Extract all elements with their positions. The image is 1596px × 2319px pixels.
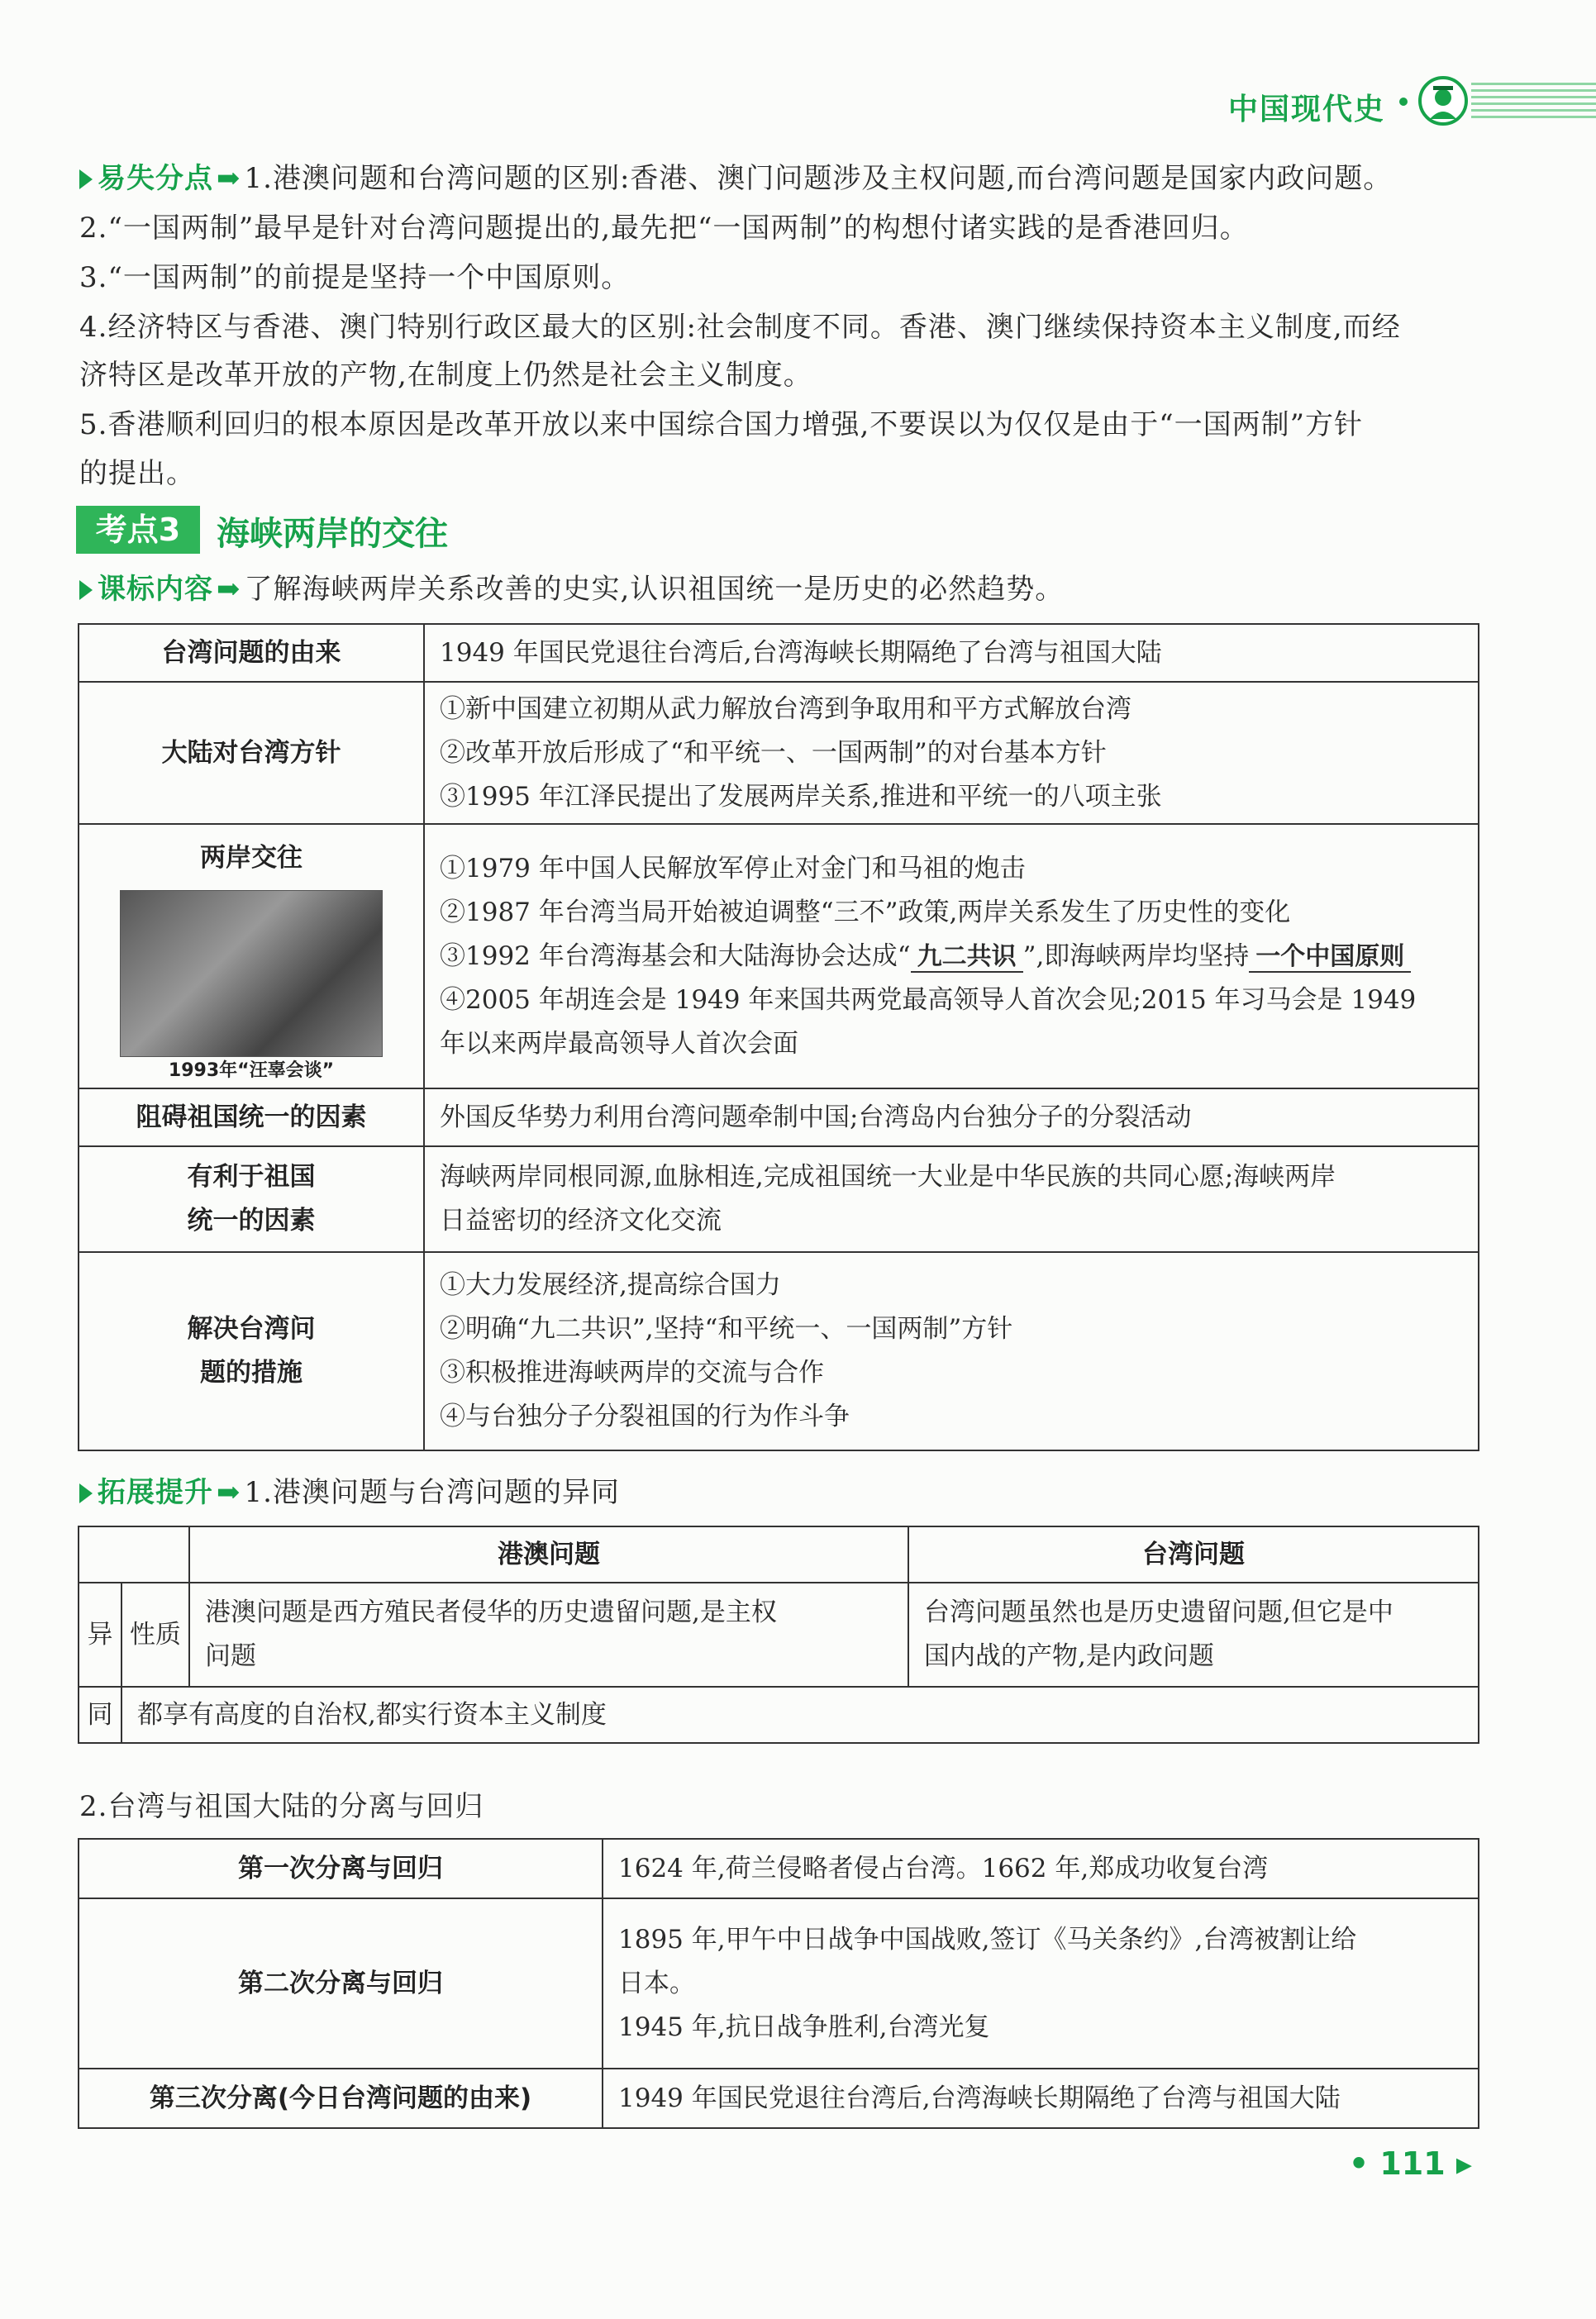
nature-label: 性质: [121, 1583, 189, 1687]
separation-table: [78, 1838, 1479, 2129]
mistakes-label: 易失分点: [98, 162, 213, 195]
table-row: [79, 682, 1479, 824]
table-row: [79, 1088, 1479, 1146]
arrow-icon: ➡: [217, 573, 241, 606]
mistakes-line-4: 4.经济特区与香港、澳门特别行政区最大的区别:社会制度不同。香港、澳门继续保持资本主义制度,而经: [79, 311, 1401, 344]
header-taiwan: 台湾问题: [908, 1526, 1479, 1583]
arrow-icon: ➡: [217, 162, 241, 195]
triangle-icon: [79, 580, 93, 600]
mistakes-line-3: 3.“一国两制”的前提是坚持一个中国原则。: [79, 261, 631, 294]
row-content: 海峡两岸同根同源,血脉相连,完成祖国统一大业是中华民族的共同心愿;海峡两岸 日益密切的经济文化交流: [424, 1146, 1479, 1252]
table-row: [79, 824, 1479, 1088]
row-category: 台湾问题的由来: [79, 624, 424, 682]
table-row: [79, 1839, 1479, 1898]
row-content: 1949 年国民党退往台湾后,台湾海峡长期隔绝了台湾与祖国大陆: [424, 624, 1479, 682]
table-row: [79, 1146, 1479, 1252]
row-content: ①1979 年中国人民解放军停止对金门和马祖的炮击 ②1987 年台湾当局开始被迫调整“三不”政策,两岸关系发生了历史性的变化 ③1992 年台湾海基会和大陆海协会达成“ 九二共识 ”,即海峡两岸均坚持 一个中国原则 ④2005 年胡连会是 1949 年来国共两党最高领导人首次会见;2015 年习马会是 1949 年以来两岸最高领导人首次会面: [424, 824, 1479, 1088]
triangle-icon: [79, 1483, 93, 1503]
curriculum-label: 课标内容: [98, 573, 213, 606]
mistakes-line-2: 2.“一国两制”最早是针对台湾问题提出的,最先把“一国两制”的构想付诸实践的是香港回归。: [79, 212, 1249, 245]
header-stripes: [1471, 83, 1596, 121]
mistakes-line-5: 济特区是改革开放的产物,在制度上仍然是社会主义制度。: [79, 359, 812, 392]
section-title: 中国现代史: [1227, 93, 1385, 126]
page-number: • 111 ▸: [1348, 2145, 1472, 2182]
kaodian-badge: 考点3: [76, 506, 200, 554]
row-content: 1624 年,荷兰侵略者侵占台湾。1662 年,郑成功收复台湾: [603, 1839, 1479, 1898]
table-row: [79, 2069, 1479, 2128]
kaodian-title: 海峡两岸的交往: [217, 515, 448, 553]
curriculum-line: 课标内容 ➡ 了解海峡两岸关系改善的史实,认识祖国统一是历史的必然趋势。: [79, 573, 1064, 606]
mistakes-line-6: 5.香港顺利回归的根本原因是改革开放以来中国综合国力增强,不要误以为仅仅是由于“一国两制”方针: [79, 408, 1364, 441]
same-label: 同: [79, 1687, 121, 1743]
student-avatar-icon: [1418, 76, 1468, 126]
hk-nature: 港澳问题是西方殖民者侵华的历史遗留问题,是主权 问题: [189, 1583, 908, 1687]
answer-blank-2: 一个中国原则: [1249, 942, 1411, 973]
table-row: [79, 1526, 1479, 1583]
item2-title: 2.台湾与祖国大陆的分离与回归: [79, 1790, 484, 1823]
table-row: [79, 1898, 1479, 2069]
extension-label: 拓展提升: [98, 1476, 213, 1509]
diff-label: 异: [79, 1583, 121, 1687]
row-content: ①大力发展经济,提高综合国力 ②明确“九二共识”,坚持“和平统一、一国两制”方针 ③积极推进海峡两岸的交流与合作 ④与台独分子分裂祖国的行为作斗争: [424, 1252, 1479, 1450]
answer-blank-1: 九二共识: [911, 942, 1023, 973]
compare-table: [78, 1526, 1479, 1744]
taiwan-table: [78, 623, 1479, 1451]
table-row: [79, 1252, 1479, 1450]
row-category: 大陆对台湾方针: [79, 682, 424, 824]
row-content: 1895 年,甲午中日战争中国战败,签订《马关条约》,台湾被割让给 日本。 1945 年,抗日战争胜利,台湾光复: [603, 1898, 1479, 2069]
row-category: 有利于祖国 统一的因素: [79, 1146, 424, 1252]
table-row: [79, 624, 1479, 682]
mistakes-line-7: 的提出。: [79, 457, 195, 490]
header-dot: [1399, 98, 1408, 106]
table-row: [79, 1687, 1479, 1743]
row-category: 第二次分离与回归: [79, 1898, 603, 2069]
triangle-icon: [79, 169, 93, 189]
row-category: 两岸交往 1993年“汪辜会谈”: [79, 824, 424, 1088]
row-category: 阻碍祖国统一的因素: [79, 1088, 424, 1146]
same-text: 都享有高度的自治权,都实行资本主义制度: [121, 1687, 1479, 1743]
row-content: 1949 年国民党退往台湾后,台湾海峡长期隔绝了台湾与祖国大陆: [603, 2069, 1479, 2128]
table-row: [79, 1583, 1479, 1687]
row-category: 解决台湾问 题的措施: [79, 1252, 424, 1450]
row-content: ①新中国建立初期从武力解放台湾到争取用和平方式解放台湾 ②改革开放后形成了“和平统一、一国两制”的对台基本方针 ③1995 年江泽民提出了发展两岸关系,推进和平统一的八项主张: [424, 682, 1479, 824]
photo-wang-gu-talks: [120, 890, 383, 1057]
mistakes-line-1: 易失分点 ➡ 1.港澳问题和台湾问题的区别:香港、澳门问题涉及主权问题,而台湾问题是国家内政问题。: [79, 162, 1392, 195]
row-content: 外国反华势力利用台湾问题牵制中国;台湾岛内台独分子的分裂活动: [424, 1088, 1479, 1146]
arrow-icon: ➡: [217, 1476, 241, 1509]
tw-nature: 台湾问题虽然也是历史遗留问题,但它是中 国内战的产物,是内政问题: [908, 1583, 1479, 1687]
photo-caption: 1993年“汪辜会谈”: [168, 1060, 335, 1081]
row-category: 第一次分离与回归: [79, 1839, 603, 1898]
row-category: 第三次分离(今日台湾问题的由来): [79, 2069, 603, 2128]
extension-line: 拓展提升 ➡ 1.港澳问题与台湾问题的异同: [79, 1476, 620, 1509]
header-hk-macau: 港澳问题: [189, 1526, 908, 1583]
